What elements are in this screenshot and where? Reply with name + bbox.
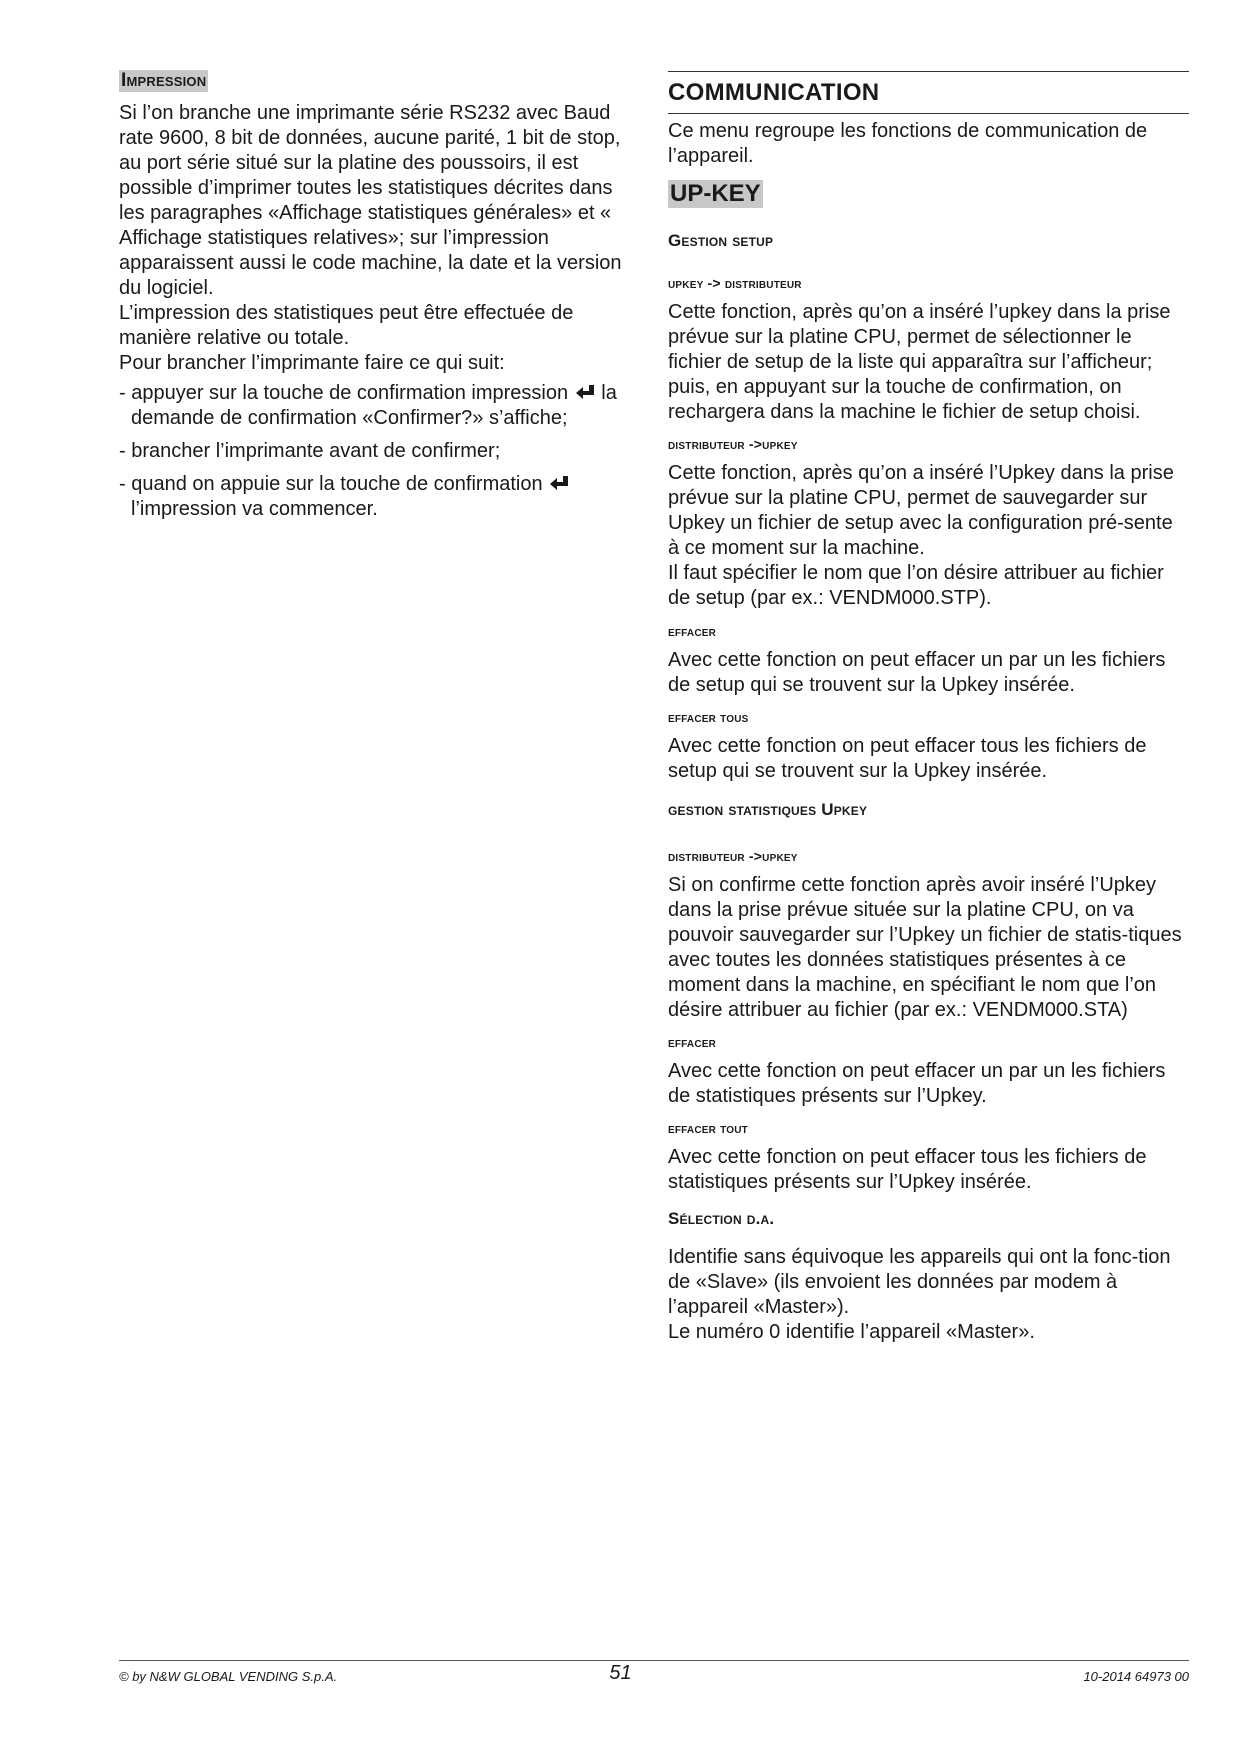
upkey-to-distributeur-text: Cette fonction, après qu’on a inséré l’upkey dans la prise prévue sur la platine CPU, permet de sélectionner le fichier de setup de la liste qui apparaîtra sur l’afficheur; puis, en appuyant sur la touche de confirmation, on rechargera dans la machine le fichier de setup choisi. xyxy=(668,301,1171,423)
effacer-tous-heading: effacer tous xyxy=(668,709,749,725)
footer-copyright: © by N&W GLOBAL VENDING S.p.A. xyxy=(119,1669,338,1684)
step-2-text: - brancher l’imprimante avant de confirmer; xyxy=(119,440,501,462)
selection-da-heading: Sélection d.a. xyxy=(668,1209,775,1228)
effacer-tous-text: Avec cette fonction on peut effacer tous les fichiers de setup qui se trouvent sur la Upkey insérée. xyxy=(668,735,1147,782)
stats-effacer-heading: effacer xyxy=(668,1034,717,1050)
footer-rule xyxy=(119,1660,1189,1661)
step-1-text-a: - appuyer sur la touche de confirmation impression xyxy=(119,382,569,404)
effacer-setup-text: Avec cette fonction on peut effacer un par un les fichiers de setup qui se trouvent sur la Upkey insérée. xyxy=(668,649,1166,696)
impression-paragraph-1: Si l’on branche une imprimante série RS232 avec Baud rate 9600, 8 bit de données, aucune parité, 1 bit de stop, au port série situé sur la platine des poussoirs, il est possible d’imprimer toutes les statistiques décrites dans les paragraphes «Affichage statistiques générales» et « Affichage statistiques relatives»; sur l’impression apparaissent aussi le code machine, la date et la version du logiciel. xyxy=(119,102,622,299)
selection-da-text-2: Le numéro 0 identifie l’appareil «Master». xyxy=(668,1321,1035,1343)
gestion-statistiques-heading: gestion statistiques Upkey xyxy=(668,800,868,819)
step-1 xyxy=(119,381,639,431)
step-3 xyxy=(119,472,639,522)
communication-description: Ce menu regroupe les fonctions de communication de l’appareil. xyxy=(668,120,1148,167)
document-code: 10-2014 64973 00 xyxy=(1083,1669,1189,1684)
communication-title: COMMUNICATION xyxy=(668,79,880,106)
step-2 xyxy=(119,439,639,464)
distributeur-to-upkey-text-1: Cette fonction, après qu’on a inséré l’Upkey dans la prise prévue sur la platine CPU, permet de sauvegarder sur Upkey un fichier de setup avec la configuration pré-sente à ce moment sur la machine. xyxy=(668,462,1174,559)
stats-effacer-text: Avec cette fonction on peut effacer un par un les fichiers de statistiques présents sur l’Upkey. xyxy=(668,1060,1166,1107)
enter-key-icon xyxy=(574,384,596,402)
impression-heading-text: Impression xyxy=(121,70,207,91)
distributeur-to-upkey-heading: distributeur ->upkey xyxy=(668,436,798,452)
upkey-title: UP-KEY xyxy=(670,180,761,207)
stats-distributeur-to-upkey-heading: distributeur ->upkey xyxy=(668,848,798,864)
effacer-setup-heading: effacer xyxy=(668,623,717,639)
gestion-setup-heading: Gestion setup xyxy=(668,231,774,250)
communication-rule-top xyxy=(668,71,1189,72)
impression-paragraph-2: L’impression des statistiques peut être effectuée de manière relative ou totale. xyxy=(119,302,574,349)
step-3-text-b: l’impression va commencer. xyxy=(131,498,378,520)
stats-distributeur-to-upkey-text: Si on confirme cette fonction après avoir inséré l’Upkey dans la prise prévue située sur la platine CPU, on va pouvoir sauvegarder sur l’Upkey un fichier de statis-tiques avec toutes les données statistiques présentes à ce moment dans la machine, en spécifiant le nom que l’on désire attribuer au fichier (par ex.: VENDM000.STA) xyxy=(668,874,1182,1021)
selection-da-text-1: Identifie sans équivoque les appareils qui ont la fonc-tion de «Slave» (ils envoient les données par modem à l’appareil «Master»). xyxy=(668,1246,1171,1318)
step-1-text-b: la demande de confirmation «Confirmer?» s’affiche; xyxy=(131,382,617,429)
page-number: 51 xyxy=(609,1662,632,1684)
upkey-to-distributeur-heading: upkey -> distributeur xyxy=(668,275,802,291)
impression-heading xyxy=(119,70,208,92)
impression-paragraph-3: Pour brancher l’imprimante faire ce qui suit: xyxy=(119,352,505,374)
communication-rule-bottom xyxy=(668,113,1189,114)
distributeur-to-upkey-text-2: Il faut spécifier le nom que l’on désire attribuer au fichier de setup (par ex.: VENDM000.STP). xyxy=(668,562,1164,609)
enter-key-icon xyxy=(548,475,570,493)
impression-body xyxy=(119,101,639,522)
stats-effacer-tout-heading: effacer tout xyxy=(668,1120,748,1136)
step-3-text-a: - quand on appuie sur la touche de confirmation xyxy=(119,473,543,495)
stats-effacer-tout-text: Avec cette fonction on peut effacer tous les fichiers de statistiques présents sur l’Upkey insérée. xyxy=(668,1146,1147,1193)
